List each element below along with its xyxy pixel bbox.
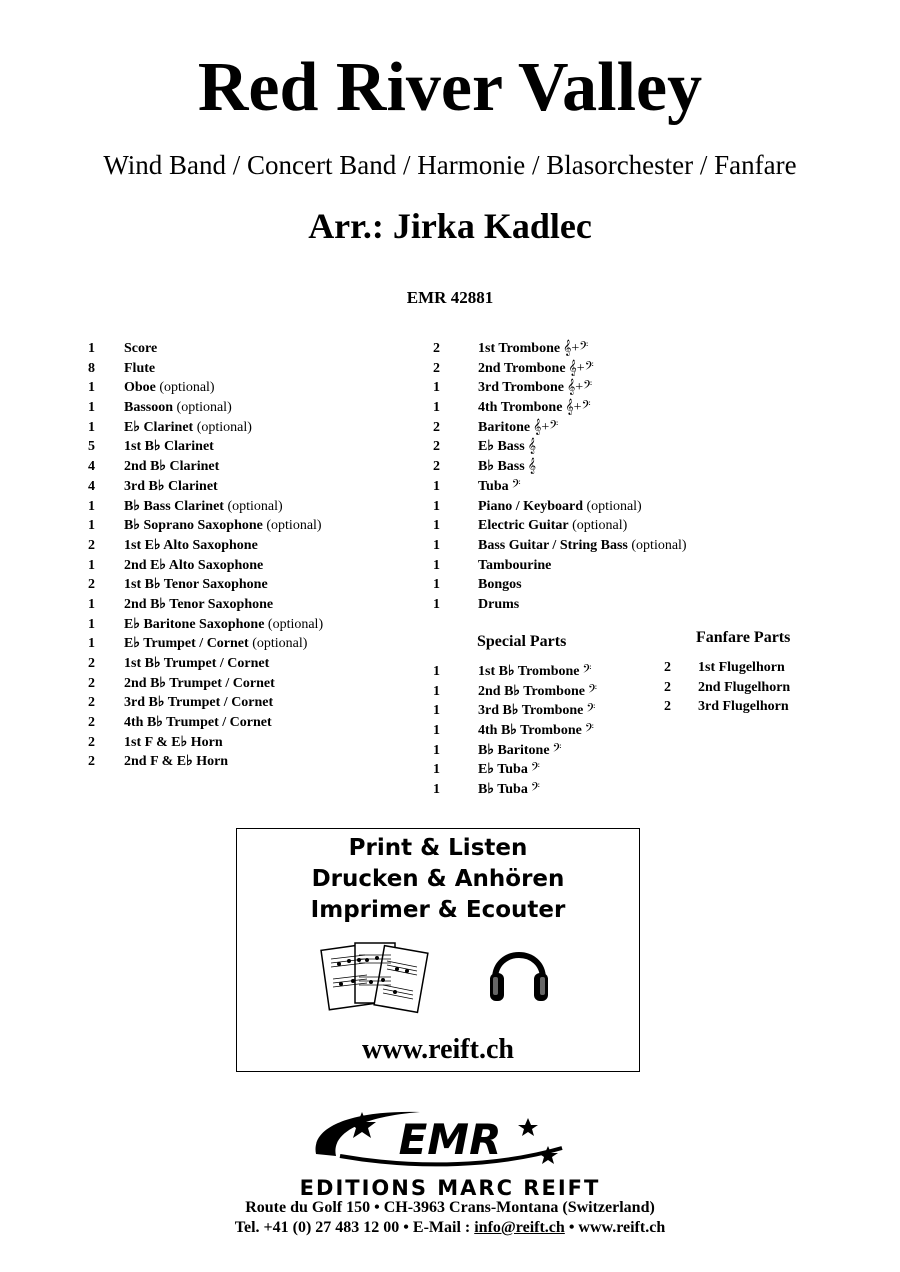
part-name: Bassoon — [124, 400, 174, 416]
clef-icon: 𝄞+𝄢 — [533, 419, 559, 435]
clef-icon: 𝄢 — [584, 723, 594, 739]
part-name: 1st B♭ Trumpet / Cornet — [124, 656, 270, 671]
part-optional-note: (optional) — [173, 400, 232, 416]
part-qty: 1 — [88, 380, 95, 396]
part-qty: 2 — [88, 656, 95, 671]
part-name: B♭ Tuba — [478, 782, 528, 798]
part-name: 1st B♭ Trombone — [478, 664, 580, 679]
part-name: E♭ Tuba — [478, 762, 528, 778]
part-name: 2nd E♭ Alto Saxophone — [124, 557, 264, 573]
part-row — [88, 733, 428, 753]
part-name: 1st E♭ Alto Saxophone — [124, 537, 258, 553]
part-qty: 1 — [88, 557, 95, 573]
part-row — [433, 721, 653, 741]
part-name: B♭ Bass — [478, 459, 525, 475]
part-name: Tambourine — [478, 557, 552, 573]
part-row — [433, 662, 653, 682]
part-row — [433, 575, 733, 595]
part-optional-note: (optional) — [264, 616, 324, 632]
part-row — [88, 398, 428, 418]
part-row — [433, 378, 733, 398]
part-qty: 2 — [664, 660, 671, 675]
fanfare-parts-list — [664, 658, 864, 717]
part-qty: 1 — [433, 537, 440, 553]
part-row — [433, 780, 653, 800]
contact-suffix: • www.reift.ch — [564, 1219, 666, 1236]
clef-icon: 𝄞+𝄢 — [566, 380, 593, 396]
part-qty: 2 — [433, 439, 440, 455]
page-subtitle: Wind Band / Concert Band / Harmonie / Blasorchester / Fanfare — [103, 150, 797, 180]
part-optional-note: (optional) — [155, 380, 215, 396]
part-qty: 2 — [433, 459, 440, 475]
part-name: Bass Guitar / String Bass — [478, 537, 628, 553]
part-qty: 2 — [88, 537, 95, 553]
part-row — [433, 536, 733, 556]
part-name: 3rd B♭ Trombone — [478, 703, 584, 719]
print-listen-box — [236, 828, 640, 1072]
part-name: 4th B♭ Trumpet / Cornet — [124, 715, 272, 731]
part-name: 4th Trombone — [478, 400, 563, 416]
part-qty: 2 — [664, 699, 671, 715]
part-row — [433, 516, 733, 536]
clef-icon: 𝄢 — [582, 664, 592, 679]
part-qty: 1 — [88, 498, 95, 514]
part-qty: 1 — [433, 380, 440, 396]
publisher-name: EDITIONS MARC REIFT — [299, 1176, 601, 1200]
part-row — [88, 457, 428, 477]
part-row — [433, 477, 733, 497]
part-row — [433, 437, 733, 457]
clef-icon: 𝄢 — [530, 782, 540, 798]
emr-logo — [300, 1104, 600, 1174]
part-name: B♭ Soprano Saxophone — [124, 518, 263, 534]
part-row — [88, 595, 428, 615]
promo-line-1: Print & Listen — [348, 835, 528, 861]
email-link[interactable]: info@reift.ch — [474, 1219, 565, 1236]
part-name: 2nd B♭ Clarinet — [124, 459, 220, 475]
part-name: 1st B♭ Tenor Saxophone — [124, 577, 268, 593]
part-row — [88, 536, 428, 556]
part-row — [433, 359, 733, 379]
part-name: 3rd B♭ Clarinet — [124, 478, 218, 494]
part-qty: 2 — [88, 577, 95, 593]
part-name: 2nd F & E♭ Horn — [124, 754, 229, 770]
part-row — [88, 556, 428, 576]
part-name: Flute — [124, 360, 156, 376]
part-name: 1st Flugelhorn — [698, 660, 785, 675]
sheet-music-icon — [319, 937, 429, 1015]
part-row — [433, 457, 733, 477]
part-row — [88, 634, 428, 654]
part-qty: 1 — [88, 419, 95, 435]
promo-line-2: Drucken & Anhören — [311, 866, 565, 892]
part-qty: 2 — [664, 679, 671, 695]
part-qty: 2 — [88, 734, 95, 750]
part-qty: 1 — [88, 341, 95, 356]
part-qty: 2 — [88, 675, 95, 691]
part-name: B♭ Baritone — [478, 742, 550, 758]
part-qty: 1 — [433, 557, 440, 573]
part-name: Bongos — [478, 577, 522, 593]
part-row — [433, 556, 733, 576]
page-title: Red River Valley — [197, 49, 703, 126]
clef-icon: 𝄞+𝄢 — [565, 400, 591, 416]
part-optional-note: (optional) — [248, 636, 308, 652]
part-qty: 1 — [433, 742, 440, 758]
part-qty: 1 — [88, 518, 95, 534]
part-name: 4th B♭ Trombone — [478, 723, 582, 739]
part-name: 2nd B♭ Trumpet / Cornet — [124, 675, 275, 691]
part-qty: 1 — [433, 478, 440, 494]
part-name: 2nd B♭ Tenor Saxophone — [124, 596, 274, 612]
part-name: 3rd Trombone — [478, 380, 564, 396]
clef-icon: 𝄢 — [586, 703, 596, 719]
part-qty: 2 — [88, 715, 95, 731]
part-row — [88, 654, 428, 674]
part-row — [433, 741, 653, 761]
part-name: Drums — [478, 596, 520, 612]
part-qty: 1 — [433, 703, 440, 719]
clef-icon: 𝄢 — [511, 478, 521, 494]
part-name: Electric Guitar — [478, 518, 569, 534]
part-qty: 1 — [433, 518, 440, 534]
clef-icon: 𝄞+𝄢 — [568, 360, 594, 376]
part-row — [88, 752, 428, 772]
clef-icon: 𝄞 — [527, 439, 536, 455]
part-qty: 2 — [88, 754, 95, 770]
part-qty: 1 — [88, 616, 95, 632]
part-row — [664, 697, 864, 717]
part-row — [664, 658, 864, 678]
part-qty: 2 — [433, 419, 440, 435]
part-row — [88, 339, 428, 359]
promo-url[interactable]: www.reift.ch — [362, 1034, 514, 1065]
part-row — [433, 497, 733, 517]
part-row — [433, 701, 653, 721]
part-row — [433, 418, 733, 438]
part-name: B♭ Bass Clarinet — [124, 498, 224, 514]
part-row — [88, 497, 428, 517]
part-row — [664, 678, 864, 698]
part-qty: 1 — [433, 498, 440, 514]
part-row — [433, 682, 653, 702]
part-row — [433, 595, 733, 615]
part-qty: 1 — [433, 577, 440, 593]
part-qty: 5 — [88, 439, 95, 455]
part-name: 3rd Flugelhorn — [698, 699, 789, 715]
part-optional-note: (optional) — [627, 537, 687, 553]
part-qty: 1 — [88, 636, 95, 652]
arranger: Arr.: Jirka Kadlec — [308, 206, 592, 246]
part-row — [433, 339, 733, 359]
part-qty: 1 — [88, 596, 95, 612]
part-name: Piano / Keyboard — [478, 498, 584, 514]
part-optional-note: (optional) — [193, 419, 252, 435]
special-parts-heading: Special Parts — [477, 633, 567, 650]
part-qty: 1 — [433, 683, 440, 699]
part-name: E♭ Trumpet / Cornet — [124, 636, 249, 652]
part-row — [88, 378, 428, 398]
part-name: 2nd Trombone — [478, 360, 566, 376]
part-name: 1st B♭ Clarinet — [124, 439, 214, 455]
part-row — [88, 693, 428, 713]
part-name: Score — [124, 341, 158, 356]
part-optional-note: (optional) — [583, 498, 642, 514]
part-row — [433, 398, 733, 418]
part-qty: 8 — [88, 360, 95, 376]
contact-prefix: Tel. +41 (0) 27 483 12 00 • E-Mail : — [234, 1219, 475, 1236]
fanfare-parts-heading: Fanfare Parts — [696, 629, 791, 646]
part-row — [88, 516, 428, 536]
clef-icon: 𝄢 — [530, 762, 540, 778]
part-qty: 4 — [88, 459, 95, 475]
clef-icon: 𝄞 — [527, 459, 536, 475]
part-name: Oboe — [124, 380, 156, 396]
part-name: 3rd B♭ Trumpet / Cornet — [124, 695, 274, 711]
part-qty: 2 — [88, 695, 95, 711]
svg-text:EMR: EMR — [398, 1115, 502, 1164]
part-name: Baritone — [478, 419, 531, 435]
part-qty: 1 — [433, 596, 440, 612]
part-row — [88, 477, 428, 497]
part-name: Tuba — [478, 478, 509, 494]
part-row — [88, 713, 428, 733]
part-qty: 1 — [433, 723, 440, 739]
part-row — [88, 359, 428, 379]
part-name: 1st Trombone — [478, 341, 561, 356]
part-qty: 4 — [88, 478, 95, 494]
promo-line-3: Imprimer & Ecouter — [310, 897, 566, 923]
part-qty: 2 — [433, 341, 440, 356]
part-name: E♭ Bass — [478, 439, 525, 455]
part-qty: 2 — [433, 360, 440, 376]
part-row — [88, 615, 428, 635]
part-optional-note: (optional) — [223, 498, 283, 514]
part-row — [88, 418, 428, 438]
part-qty: 1 — [433, 664, 440, 679]
clef-icon: 𝄞+𝄢 — [563, 341, 589, 356]
headphones-icon — [487, 937, 551, 1007]
part-name: 2nd B♭ Trombone — [478, 683, 585, 699]
special-parts-list — [433, 662, 653, 800]
parts-list-left — [88, 339, 428, 772]
part-qty: 1 — [433, 762, 440, 778]
publisher-contact — [0, 1218, 900, 1238]
part-row — [88, 575, 428, 595]
part-qty: 1 — [88, 400, 95, 416]
clef-icon: 𝄢 — [552, 742, 562, 758]
catalog-number: EMR 42881 — [406, 288, 494, 307]
part-name: E♭ Clarinet — [124, 419, 194, 435]
part-row — [88, 674, 428, 694]
part-name: 2nd Flugelhorn — [698, 679, 791, 695]
part-qty: 1 — [433, 782, 440, 798]
part-row — [433, 760, 653, 780]
part-name: E♭ Baritone Saxophone — [124, 616, 265, 632]
clef-icon: 𝄢 — [587, 683, 597, 699]
publisher-address: Route du Golf 150 • CH-3963 Crans-Montana (Switzerland) — [245, 1199, 655, 1216]
part-name: 1st F & E♭ Horn — [124, 734, 223, 750]
part-qty: 1 — [433, 400, 440, 416]
part-row — [88, 437, 428, 457]
part-optional-note: (optional) — [568, 518, 628, 534]
parts-list-middle — [433, 339, 733, 615]
part-optional-note: (optional) — [262, 518, 322, 534]
